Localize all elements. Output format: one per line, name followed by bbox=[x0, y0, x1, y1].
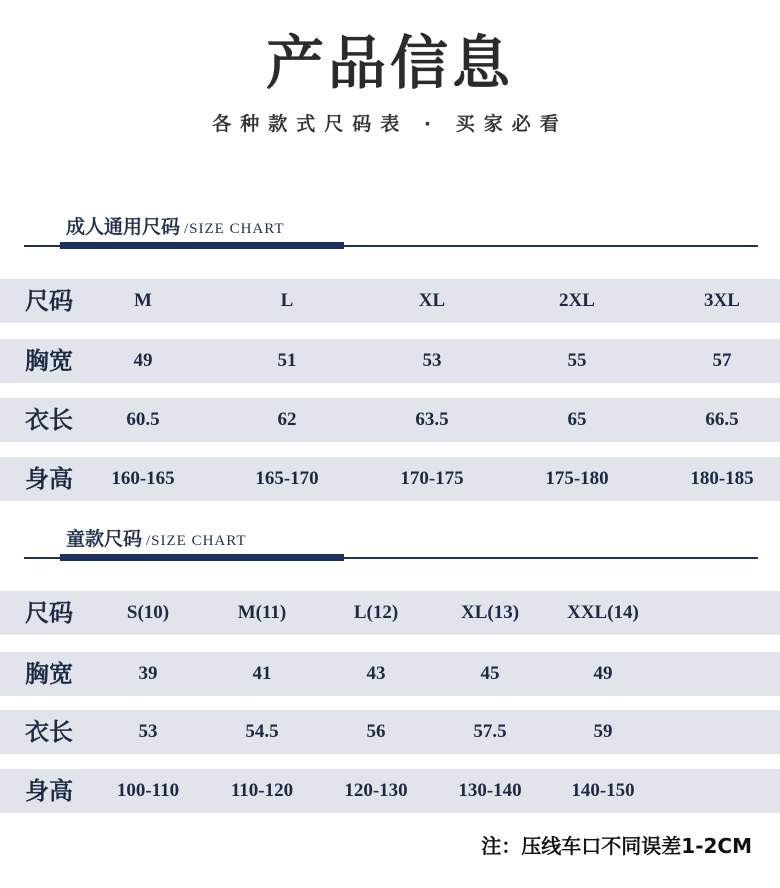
table-cell: M bbox=[134, 290, 152, 311]
table-cell: 3XL bbox=[704, 290, 740, 311]
table-cell: 165-170 bbox=[255, 468, 319, 489]
kids-height-row bbox=[0, 769, 780, 813]
adult-divider-bar bbox=[60, 242, 344, 249]
adult-heading-cn: 成人通用尺码 bbox=[66, 216, 181, 238]
table-cell: 41 bbox=[252, 663, 272, 684]
kids-heading-en: /SIZE CHART bbox=[146, 533, 247, 549]
table-cell: 2XL bbox=[559, 290, 595, 311]
page-subtitle: 各种款式尺码表 · 买家必看 bbox=[212, 113, 568, 135]
table-cell: 60.5 bbox=[126, 409, 160, 430]
table-cell: 53 bbox=[422, 350, 442, 371]
table-cell: 59 bbox=[593, 721, 613, 742]
table-cell: 100-110 bbox=[116, 780, 180, 801]
row-label: 衣长 bbox=[25, 718, 73, 746]
table-cell: 66.5 bbox=[705, 409, 739, 430]
table-cell: 62 bbox=[277, 409, 297, 430]
kids-section-heading bbox=[66, 524, 247, 551]
adult-size-row bbox=[0, 279, 780, 323]
table-cell: 57 bbox=[712, 350, 732, 371]
kids-length-row bbox=[0, 710, 780, 754]
row-label: 胸宽 bbox=[25, 347, 73, 375]
adult-length-row bbox=[0, 398, 780, 442]
kids-heading-cn: 童款尺码 bbox=[66, 528, 143, 550]
table-cell: L bbox=[280, 290, 294, 311]
table-cell: XL bbox=[418, 290, 446, 311]
row-label: 尺码 bbox=[25, 287, 73, 315]
adult-section-heading bbox=[66, 212, 285, 239]
kids-chest-row bbox=[0, 652, 780, 696]
kids-divider-bar bbox=[60, 554, 344, 561]
table-cell: 51 bbox=[277, 350, 297, 371]
row-label: 胸宽 bbox=[25, 660, 73, 688]
row-label: 衣长 bbox=[25, 406, 73, 434]
table-cell: 160-165 bbox=[111, 468, 175, 489]
table-cell: 180-185 bbox=[690, 468, 754, 489]
table-cell: 55 bbox=[567, 350, 587, 371]
table-cell: 120-130 bbox=[344, 780, 408, 801]
page-title: 产品信息 bbox=[265, 29, 514, 97]
row-label: 身高 bbox=[25, 777, 73, 805]
kids-size-row bbox=[0, 591, 780, 635]
table-cell: 170-175 bbox=[400, 468, 464, 489]
adult-chest-row bbox=[0, 339, 780, 383]
table-cell: 140-150 bbox=[571, 780, 635, 801]
table-cell: 45 bbox=[480, 663, 500, 684]
adult-heading-en: /SIZE CHART bbox=[184, 221, 285, 237]
table-cell: 43 bbox=[366, 663, 386, 684]
table-cell: M(11) bbox=[237, 602, 287, 623]
tolerance-note: 注：压线车口不同误差1-2CM bbox=[481, 834, 752, 858]
table-cell: 49 bbox=[133, 350, 153, 371]
table-cell: 130-140 bbox=[458, 780, 522, 801]
table-cell: 53 bbox=[138, 721, 158, 742]
table-cell: XXL(14) bbox=[567, 602, 639, 623]
row-label: 身高 bbox=[25, 465, 73, 493]
table-cell: 56 bbox=[366, 721, 386, 742]
table-cell: 57.5 bbox=[473, 721, 507, 742]
table-cell: 110-120 bbox=[230, 780, 294, 801]
row-label: 尺码 bbox=[25, 599, 73, 627]
table-cell: 63.5 bbox=[415, 409, 449, 430]
table-cell: S(10) bbox=[126, 602, 170, 623]
table-cell: 39 bbox=[138, 663, 158, 684]
table-cell: 65 bbox=[567, 409, 587, 430]
adult-height-row bbox=[0, 457, 780, 501]
table-cell: 54.5 bbox=[245, 721, 279, 742]
table-cell: 175-180 bbox=[545, 468, 609, 489]
table-cell: XL(13) bbox=[460, 602, 520, 623]
table-cell: 49 bbox=[593, 663, 613, 684]
table-cell: L(12) bbox=[353, 602, 399, 623]
